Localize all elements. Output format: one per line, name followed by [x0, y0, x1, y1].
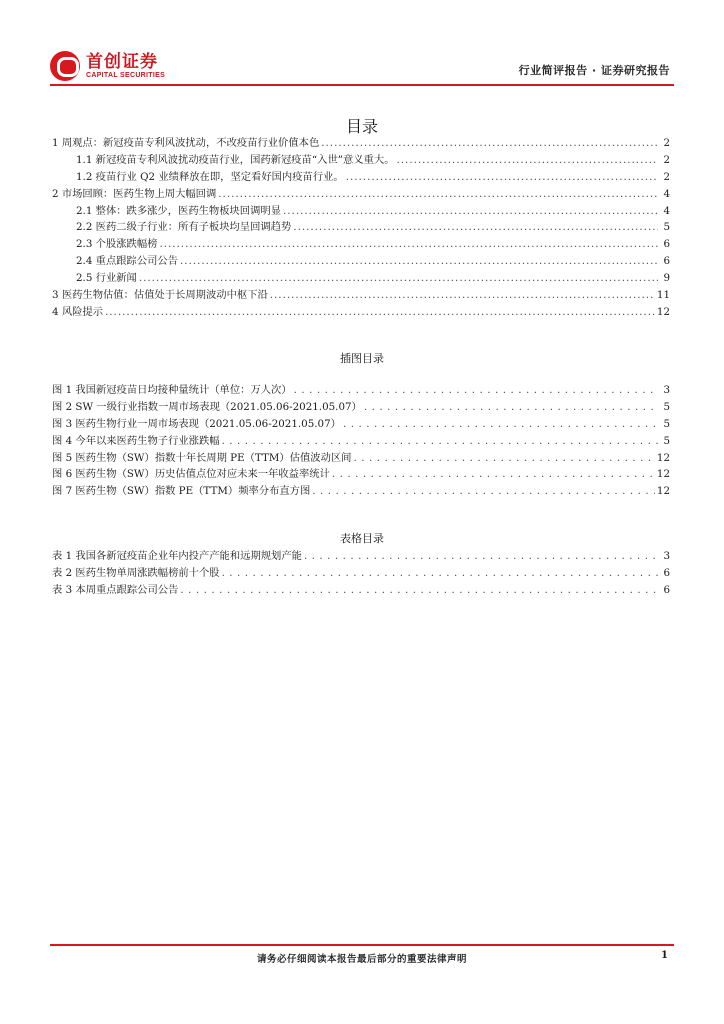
leader-dots [139, 272, 658, 284]
toc-entry[interactable] [52, 235, 670, 252]
toc-entry-page: 5 [663, 221, 670, 234]
figure-entry-page: 12 [656, 485, 670, 498]
leader-dots [180, 584, 658, 596]
toc-entry-page: 2 [663, 170, 670, 183]
tables-title: 表格目录 [340, 532, 384, 545]
logo-chinese-name: 首创证券 [86, 51, 158, 72]
table-entry-page: 3 [663, 550, 670, 562]
tables-list [52, 547, 670, 598]
table-entry[interactable] [52, 564, 670, 581]
toc-entry-label: 2.4 重点跟踪公司公告 [76, 255, 179, 268]
table-entry[interactable] [52, 547, 670, 564]
leader-dots [346, 171, 658, 183]
figure-entry[interactable] [52, 415, 670, 432]
figures-title: 插图目录 [340, 352, 384, 365]
figure-entry[interactable] [52, 432, 670, 449]
company-logo [50, 50, 165, 82]
table-entry[interactable] [52, 581, 670, 598]
figure-entry-label: 图 4 今年以来医药生物子行业涨跌幅 [52, 434, 220, 447]
toc-entry[interactable] [52, 151, 670, 168]
toc-entry-page: 9 [663, 272, 670, 285]
leader-dots [353, 452, 654, 464]
table-entry-page: 6 [663, 583, 670, 596]
table-entry-label: 表 3 本周重点跟踪公司公告 [52, 583, 179, 596]
toc-entry-label: 2.5 行业新闻 [76, 272, 137, 285]
legal-notice: 请务必仔细阅读本报告最后部分的重要法律声明 [256, 954, 467, 965]
figure-entry-page: 5 [663, 434, 670, 447]
toc-entry-label: 1 周观点：新冠疫苗专利风波扰动，不改疫苗行业价值本色 [52, 137, 320, 149]
figure-entry-label: 图 6 医药生物（SW）历史估值点位对应未来一年收益率统计 [52, 468, 330, 481]
figure-entry[interactable] [52, 398, 670, 415]
leader-dots [364, 401, 658, 413]
leader-dots [222, 435, 658, 447]
logo-english-name: CAPITAL SECURITIES [86, 71, 166, 79]
toc-title: 目录 [345, 117, 378, 136]
leader-dots [283, 205, 658, 217]
leader-dots [312, 485, 655, 497]
leader-dots [105, 306, 655, 318]
toc-entry-page: 4 [663, 204, 670, 217]
leader-dots [397, 154, 659, 166]
table-entry-label: 表 1 我国各新冠疫苗企业年内投产产能和远期规划产能 [52, 550, 302, 562]
figure-entry-label: 图 2 SW 一级行业指数一周市场表现（2021.05.06-2021.05.07） [52, 400, 362, 413]
toc-entry-page: 4 [663, 187, 670, 200]
toc-entry[interactable] [52, 269, 670, 286]
toc-entry-page: 12 [656, 305, 670, 318]
footer-divider [50, 944, 674, 946]
figure-entry[interactable] [52, 381, 670, 398]
toc-entry[interactable] [52, 168, 670, 185]
toc-entry[interactable] [52, 286, 670, 303]
toc-entry-label: 1.1 新冠疫苗专利风波扰动疫苗行业，国药新冠疫苗“入世”意义重大。 [76, 153, 395, 166]
logo-emblem-icon [50, 51, 80, 81]
figure-entry[interactable] [52, 449, 670, 466]
toc-entry-page: 6 [663, 238, 670, 251]
leader-dots [343, 418, 658, 430]
toc-entry-label: 2.3 个股涨跌幅榜 [76, 238, 158, 251]
table-entry-label: 表 2 医药生物单周涨跌幅榜前十个股 [52, 566, 220, 579]
toc-entry-page: 2 [663, 137, 670, 149]
leader-dots [222, 567, 658, 579]
page-header [50, 50, 674, 84]
toc-list [52, 134, 670, 320]
toc-entry-page: 6 [663, 255, 670, 268]
figure-entry-page: 12 [656, 451, 670, 464]
figure-entry-label: 图 1 我国新冠疫苗日均接种量统计（单位：万人次） [52, 384, 292, 396]
page-number: 1 [661, 950, 668, 961]
leader-dots [180, 255, 658, 267]
toc-entry[interactable] [52, 303, 670, 320]
leader-dots [332, 468, 655, 480]
figure-entry-page: 5 [663, 417, 670, 430]
figure-entry[interactable] [52, 465, 670, 482]
toc-entry[interactable] [52, 218, 670, 235]
figure-entry-page: 3 [663, 384, 670, 396]
leader-dots [294, 384, 658, 396]
toc-entry-label: 2.2 医药二级子行业：所有子板块均呈回调趋势 [76, 221, 292, 234]
leader-dots [218, 188, 658, 200]
report-type: 行业简评报告 · 证券研究报告 [518, 64, 670, 77]
toc-entry-page: 2 [663, 153, 670, 166]
leader-dots [270, 289, 655, 301]
leader-dots [159, 238, 658, 250]
toc-entry-label: 2 市场回顾：医药生物上周大幅回调 [52, 187, 217, 200]
figure-entry-label: 图 5 医药生物（SW）指数十年长周期 PE（TTM）估值波动区间 [52, 451, 352, 464]
toc-entry-page: 11 [656, 289, 670, 302]
figure-entry-label: 图 7 医药生物（SW）指数 PE（TTM）频率分布直方图 [52, 485, 311, 498]
toc-entry-label: 3 医药生物估值：估值处于长周期波动中枢下沿 [52, 289, 268, 302]
figure-entry[interactable] [52, 482, 670, 499]
figure-entry-label: 图 3 医药生物行业一周市场表现（2021.05.06-2021.05.07） [52, 417, 341, 430]
toc-entry-label: 1.2 疫苗行业 Q2 业绩释放在即，坚定看好国内疫苗行业。 [76, 170, 344, 183]
figures-list [52, 381, 670, 499]
leader-dots [293, 221, 658, 233]
leader-dots [304, 550, 658, 562]
toc-entry-label: 4 风险提示 [52, 305, 104, 318]
toc-entry-label: 2.1 整体：跌多涨少，医药生物板块回调明显 [76, 204, 281, 217]
figure-entry-page: 5 [663, 400, 670, 413]
toc-entry[interactable] [52, 185, 670, 202]
table-entry-page: 6 [663, 566, 670, 579]
toc-entry[interactable] [52, 134, 670, 151]
toc-entry[interactable] [52, 202, 670, 219]
toc-entry[interactable] [52, 252, 670, 269]
figure-entry-page: 12 [656, 468, 670, 481]
leader-dots [321, 137, 658, 149]
header-divider [50, 84, 674, 86]
